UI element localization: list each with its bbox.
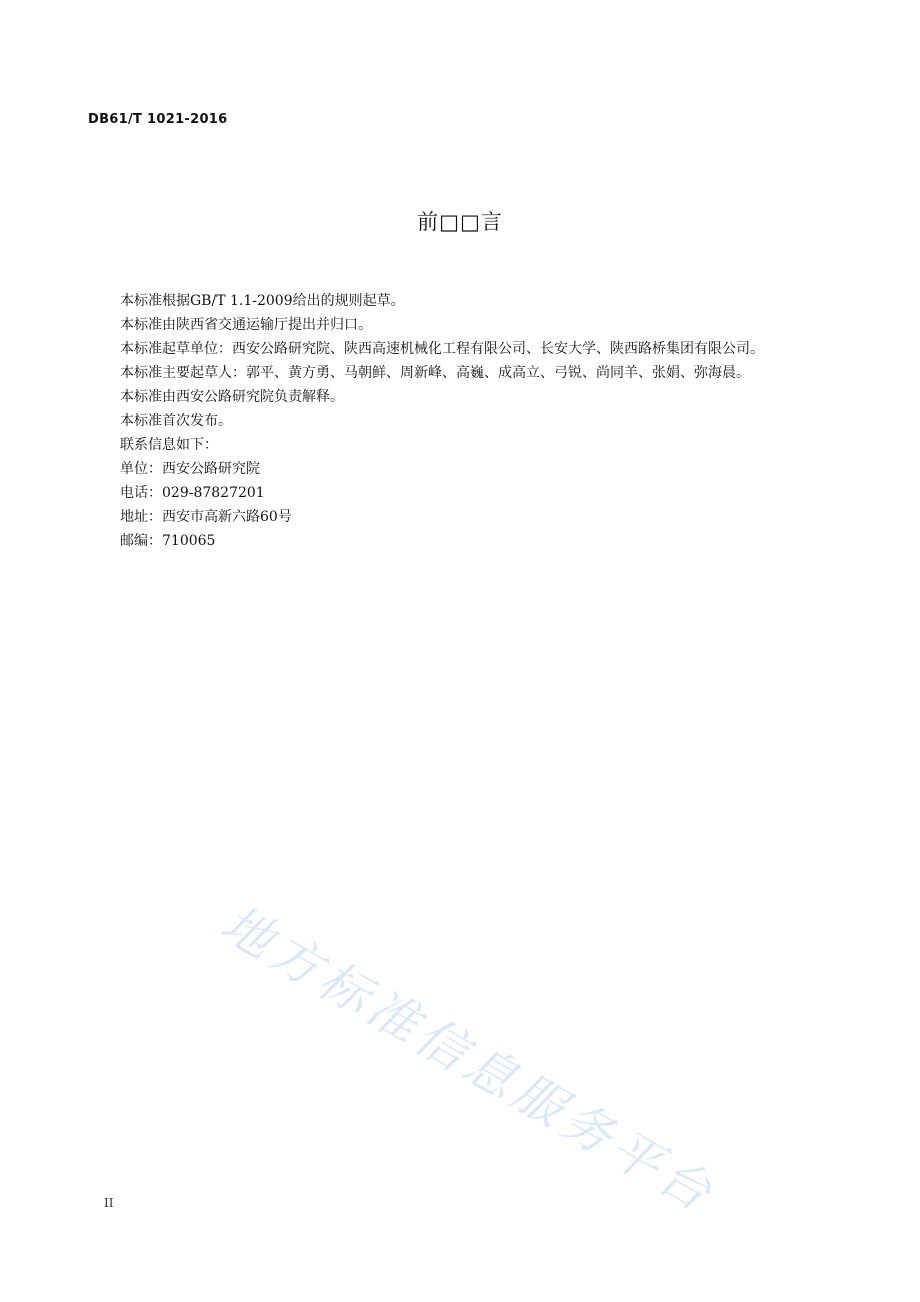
document-code: DB61/T 1021-2016 <box>88 112 228 127</box>
contact-address: 地址：西安市高新六路60号 <box>120 509 292 525</box>
contact-phone: 电话：029-87827201 <box>120 485 265 501</box>
contact-unit: 单位：西安公路研究院 <box>120 461 260 477</box>
paragraph-proposer: 本标准由陕西省交通运输厅提出并归口。 <box>120 317 372 333</box>
page-number: II <box>104 1196 114 1210</box>
foreword-body <box>88 289 812 553</box>
paragraph-drafters: 本标准主要起草人：郭平、黄方勇、马朝鲜、周新峰、高巍、成高立、弓锐、尚同羊、张娟、弥海晨。 <box>120 365 750 381</box>
paragraph-drafting-rules: 本标准根据GB/T 1.1-2009给出的规则起草。 <box>120 293 405 309</box>
page-title: 前□□言 <box>417 210 503 234</box>
watermark-text: 地方标准信息服务平台 <box>211 894 726 1225</box>
paragraph-first-release: 本标准首次发布。 <box>120 413 232 429</box>
paragraph-interpretation: 本标准由西安公路研究院负责解释。 <box>120 389 344 405</box>
paragraph-drafting-units: 本标准起草单位：西安公路研究院、陕西高速机械化工程有限公司、长安大学、陕西路桥集团有限公司。 <box>120 341 764 357</box>
contact-postcode: 邮编：710065 <box>120 533 216 549</box>
paragraph-contact-intro: 联系信息如下： <box>120 437 218 453</box>
